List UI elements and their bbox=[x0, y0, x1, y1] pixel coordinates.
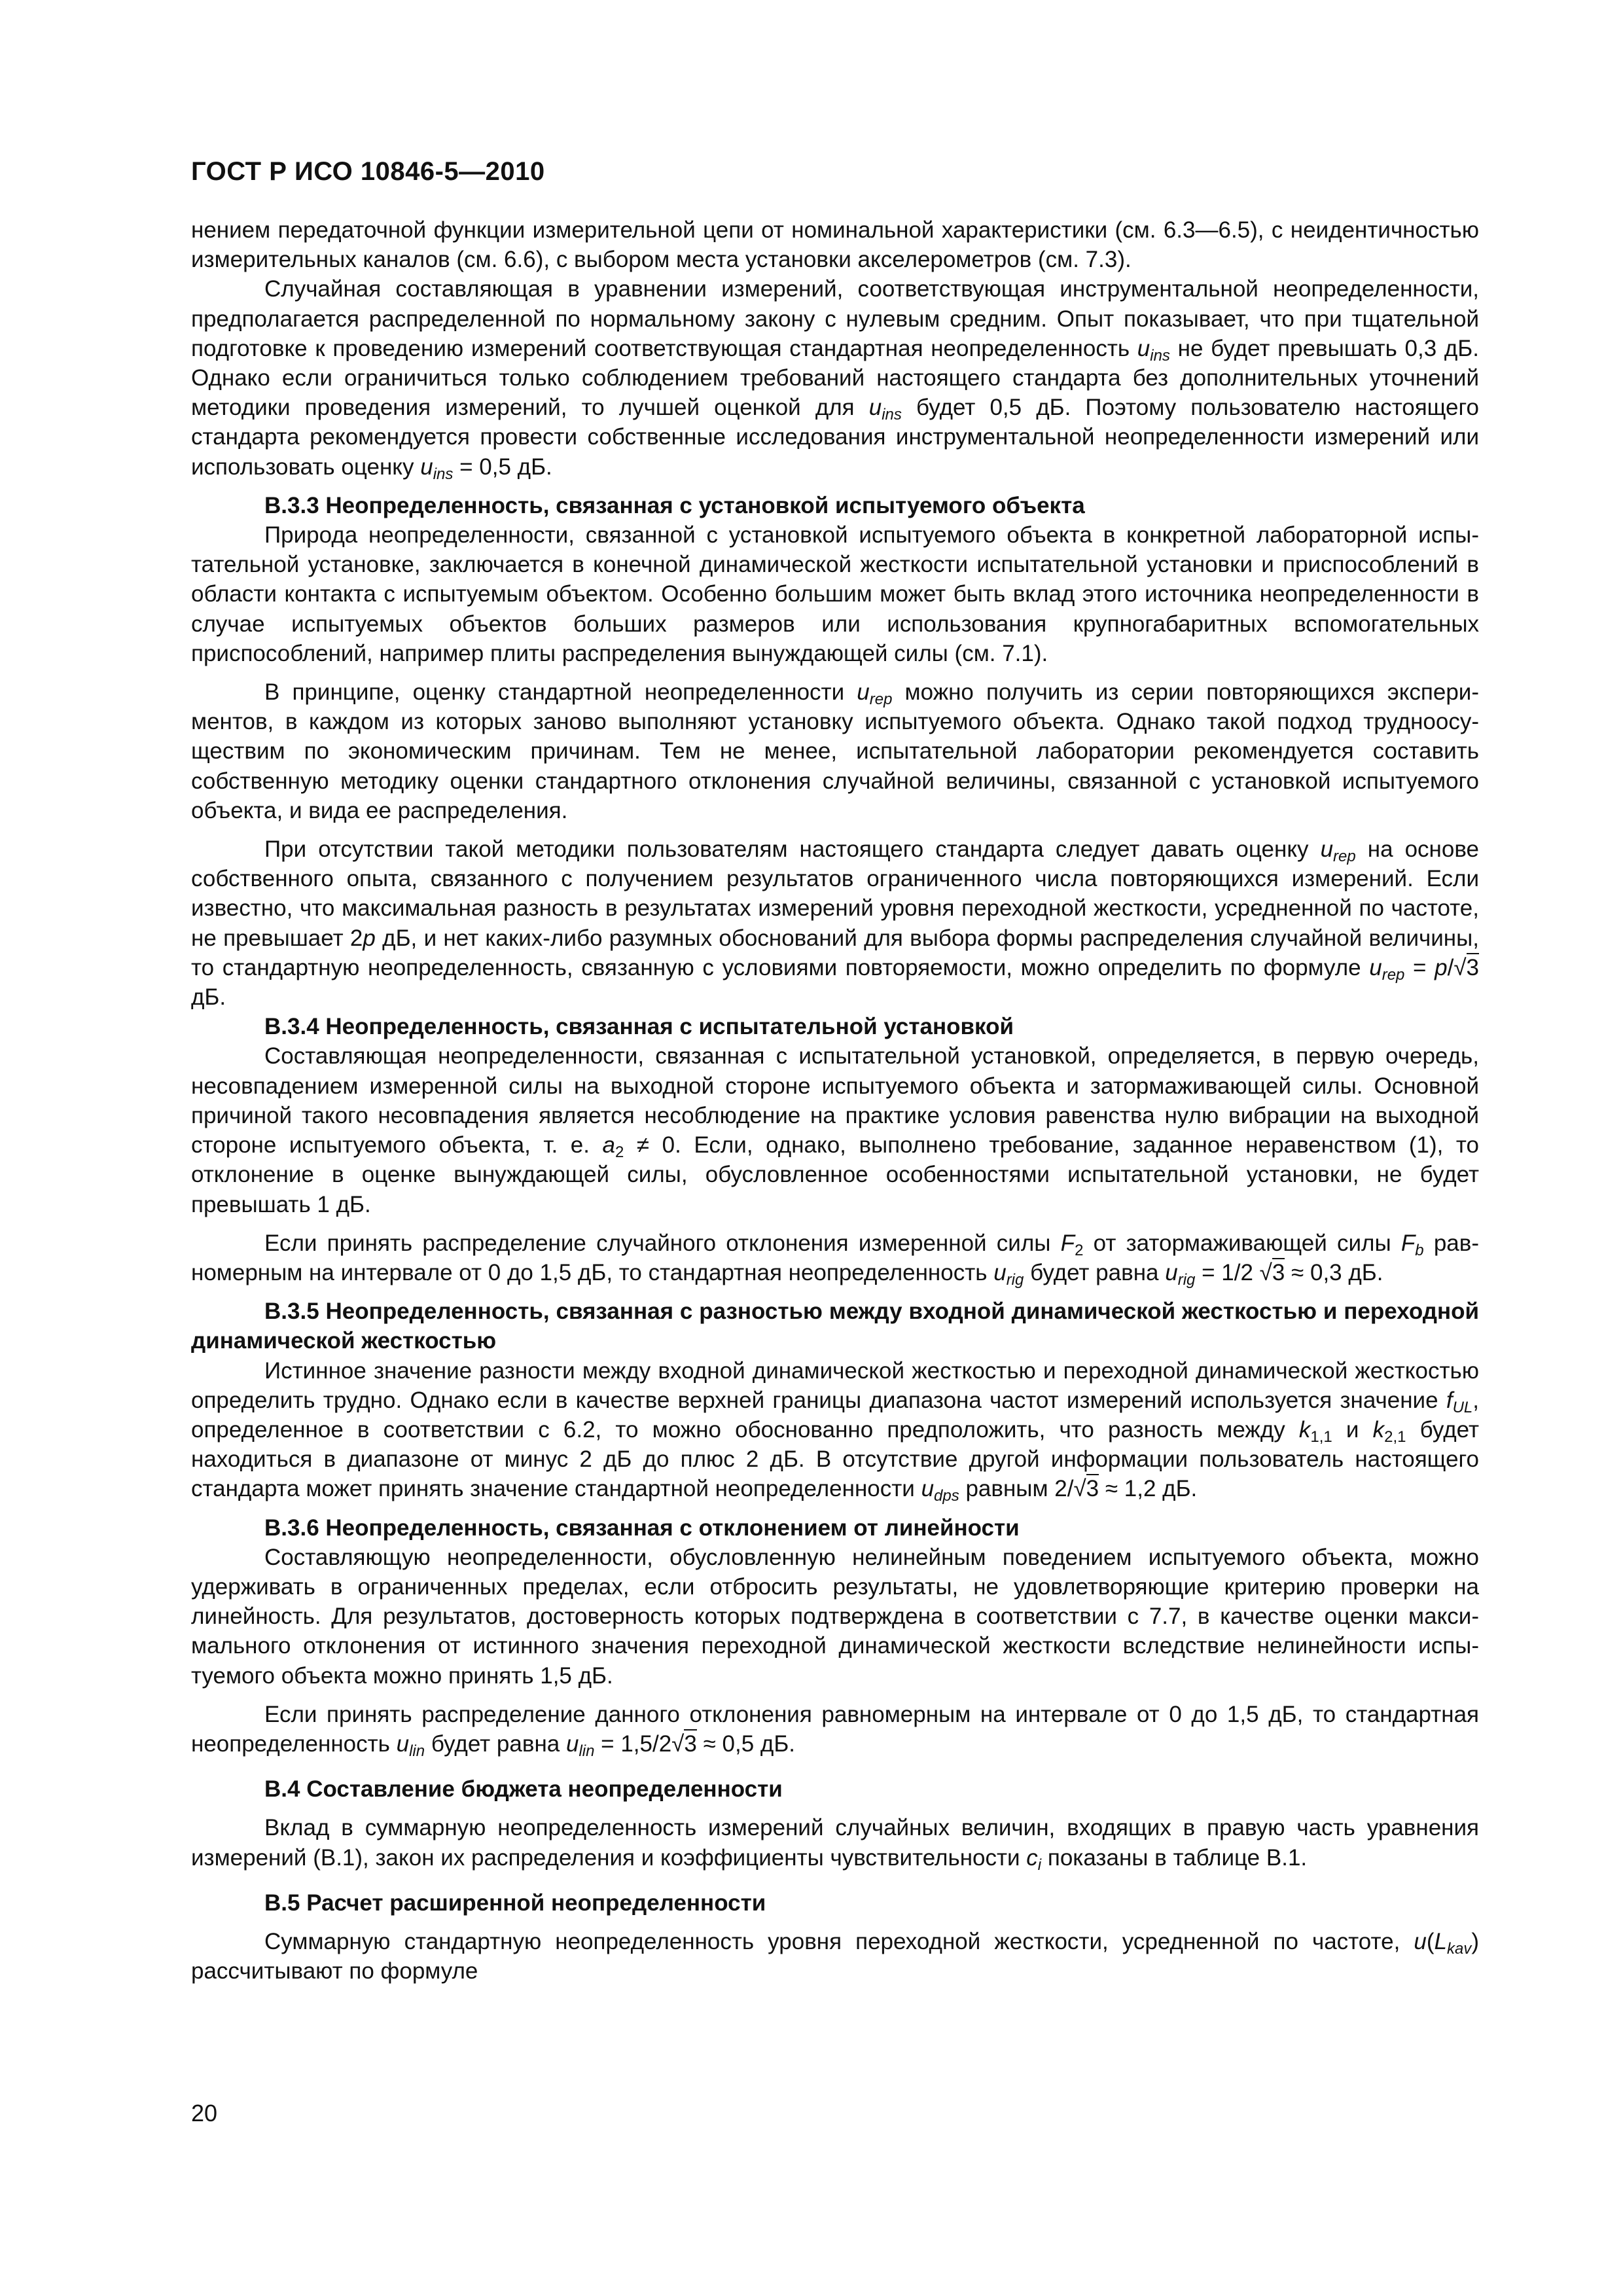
paragraph: Природа неопределенности, связанной с установкой испытуемого объекта в конкретной лабораторной испытательной установке, заключается в конечной динамической жесткости испытательной установки и приспособлений в области контакта с испытуемым объектом. Особенно большим может быть вклад этого источника неопределенности в случае испытуемых объектов больших размеров или использования крупногабаритных вспомогательных приспособлений, например плиты распределения вынуждающей силы (см. 7.1). bbox=[191, 522, 1479, 666]
document-header: ГОСТ Р ИСО 10846-5—2010 bbox=[191, 157, 545, 186]
section-heading-b34: В.3.4 Неопределенность, связанная с испытательной установкой bbox=[264, 1014, 1014, 1040]
paragraph: Суммарную стандартную неопределенность уровня переходной жесткости, усредненной по частоте, $u(L_{kav})$ рассчитывают по формуле bbox=[191, 1928, 1479, 1984]
paragraph: При отсутствии такой методики пользователям настоящего стандарта следует давать оценку $u_{rep}$ на основе собственного опыта, связанного с получением результатов ограниченного числа повторяющихся измерений. Если известно, что максимальная разность в результатах измерений уровня переходной жесткости, усредненной по частоте, не превышает 2p дБ, и нет каких-либо разумных обоснований для выбора формы распределения случайной величины, то стандартную неопределенность, связанную с условиями повторяемости, можно определить по формуле $u_{rep} = p/√3$ дБ. bbox=[191, 836, 1480, 1011]
page-number: 20 bbox=[191, 2100, 218, 2126]
paragraph: нением передаточной функции измерительной цепи от номинальной характеристики (см. 6.3—6.5), с неидентичностью измерительных каналов (см. 6.6), с выбором места установки акселерометров (см. 7.3). bbox=[191, 217, 1479, 273]
section-heading-b36: В.3.6 Неопределенность, связанная с отклонением от линейности bbox=[264, 1515, 1020, 1541]
section-heading-b5: В.5 Расчет расширенной неопределенности bbox=[264, 1890, 766, 1916]
document-page bbox=[191, 157, 1479, 1986]
paragraph: Истинное значение разности между входной динамической жесткостью и переходной динамической жесткостью определить трудно. Однако если в качестве верхней границы диапазона частот измерений используется значение $f_{UL}$, определенное в соответствии с 6.2, то можно обоснованно предположить, что разность между $k_{1,1}$ и $k_{2,1}$ будет находиться в диапазоне от минус 2 дБ до плюс 2 дБ. В отсутствие другой информации пользователь настоящего стандарта может принять значение стандартной неопределенности $u_{dps}$ равным 2/√3 ≈ 1,2 дБ. bbox=[191, 1357, 1479, 1505]
paragraph: Составляющую неопределенности, обусловленную нелинейным поведением испытуемого объекта, можно удерживать в ограниченных пределах, если отбросить результаты, не удовлетворяющие критерию проверки на линейность. Для результатов, достоверность которых подтверждена в соответствии с 7.7, в качестве оценки максимального отклонения от истинного значения переходной динамической жесткости вследствие нелинейности испытуемого объекта можно принять 1,5 дБ. bbox=[191, 1544, 1479, 1689]
section-heading-b33: В.3.3 Неопределенность, связанная с установкой испытуемого объекта bbox=[264, 492, 1085, 518]
section-heading-b4: В.4 Составление бюджета неопределенности bbox=[264, 1776, 783, 1803]
section-heading-b35: В.3.5 Неопределенность, связанная с разностью между входной динамической жесткостью и переходной динамической жесткостью bbox=[191, 1299, 1479, 1354]
paragraph: Составляющая неопределенности, связанная с испытательной установкой, определяется, в первую очередь, несовпадением измеренной силы на выходной стороне испытуемого объекта и затормаживающей силы. Основной причиной такого несовпадения является несоблюдение на практике условия равенства нулю вибрации на выходной стороне испытуемого объекта, т. е. $a_2 \ne 0$. Если, однако, выполнено требование, заданное неравенством (1), то отклонение в оценке вынуждающей силы, обусловленное особенностями испытательной установки, не будет превышать 1 дБ. bbox=[191, 1043, 1479, 1217]
paragraph: Если принять распределение данного отклонения равномерным на интервале от 0 до 1,5 дБ, то стандартная неопределенность $u_{lin}$ будет равна $u_{lin} = 1,5/2√3 \approx 0,5$ дБ. bbox=[191, 1701, 1479, 1760]
paragraph: Вклад в суммарную неопределенность измерений случайных величин, входящих в правую часть уравнения измерений (В.1), закон их распределения и коэффициенты чувствительности $c_i$ показаны в таблице В.1. bbox=[191, 1815, 1479, 1874]
paragraph: Случайная составляющая в уравнении измерений, соответствующая инструментальной неопределенности, предполагается распределенной по нормальному закону с нулевым средним. Опыт показывает, что при тщательной подготовке к проведению измерений соответствующая стандартная неопределенность $u_{ins}$ не будет превышать 0,3 дБ. Однако если ограничиться только соблюдением требований настоящего стандарта без дополнительных уточнений методики проведения измерений, то лучшей оценкой для $u_{ins}$ будет 0,5 дБ. Поэтому пользователю настоящего стандарта рекомендуется провести собственные исследования инструментальной неопределенности измерений или использовать оценку $u_{ins} = 0,5$ дБ. bbox=[191, 276, 1479, 483]
paragraph: Если принять распределение случайного отклонения измеренной силы $F_2$ от затормаживающей силы $F_b$ равномерным на интервале от 0 до 1,5 дБ, то стандартная неопределенность $u_{rig}$ будет равна $u_{rig} = 1/2$ √3 ≈ 0,3 дБ. bbox=[191, 1230, 1480, 1289]
paragraph: В принципе, оценку стандартной неопределенности $u_{rep}$ можно получить из серии повторяющихся экспериментов, в каждом из которых заново выполняют установку испытуемого объекта. Однако такой подход труднoосуществим по экономическим причинам. Тем не менее, испытательной лаборатории рекомендуется составить собственную методику оценки стандартного отклонения случайной величины, связанной с установкой испытуемого объекта, и вида ее распределения. bbox=[191, 679, 1480, 823]
